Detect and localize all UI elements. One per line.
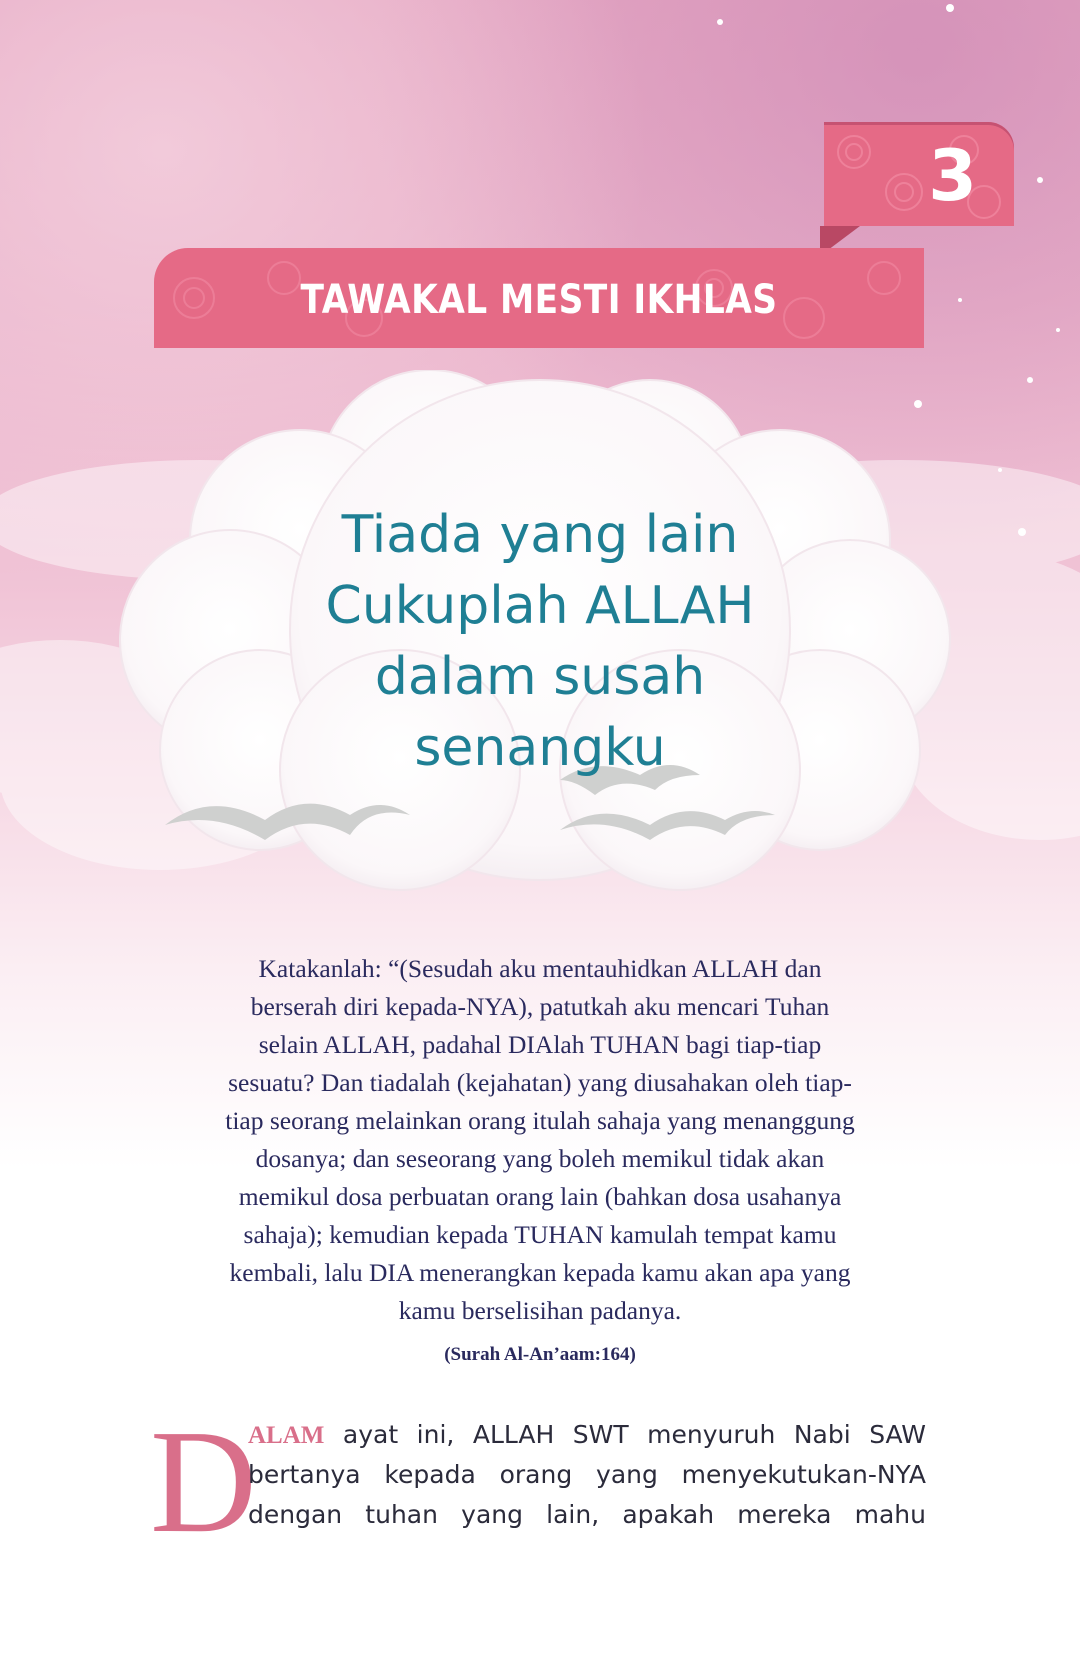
body-line: bertanya kepada orang yang menyekutukan-NYA: [248, 1460, 926, 1489]
featured-quote: [190, 500, 890, 784]
verse-line: selain ALLAH, padahal DIAlah TUHAN bagi tiap-tiap: [258, 1030, 822, 1059]
verse-line: tiap seorang melainkan orang itulah sahaja yang menanggung: [225, 1106, 855, 1135]
verse-translation: [150, 950, 930, 1330]
swirl-pattern: [824, 122, 1014, 226]
verse-citation: (Surah Al-An’aam:164): [444, 1344, 636, 1365]
quote-line: Cukuplah ALLAH: [325, 576, 755, 636]
verse-line: kembali, lalu DIA menerangkan kepada kamu akan apa yang: [229, 1258, 851, 1287]
verse-line: sesuatu? Dan tiadalah (kejahatan) yang diusahakan oleh tiap-: [228, 1068, 852, 1097]
body-paragraph: [248, 1415, 926, 1535]
quote-line: dalam susah: [374, 647, 706, 707]
verse-line: Katakanlah: “(Sesudah aku mentauhidkan ALLAH dan: [258, 954, 822, 983]
verse-line: dosanya; dan seseorang yang boleh memikul tidak akan: [255, 1144, 825, 1173]
verse-line: memikul dosa perbuatan orang lain (bahkan dosa usahanya: [238, 1182, 842, 1211]
body-line: [248, 1415, 926, 1455]
quote-line: senangku: [414, 718, 666, 778]
verse-line: kamu berselisihan padanya.: [398, 1296, 682, 1325]
chapter-number-ribbon: [824, 122, 1014, 226]
body-line-text: ayat ini, ALLAH SWT menyuruh Nabi SAW: [324, 1420, 926, 1449]
body-line: dengan tuhan yang lain, apakah mereka mahu: [248, 1500, 926, 1529]
verse-line: sahaja); kemudian kepada TUHAN kamulah tempat kamu: [243, 1220, 837, 1249]
drop-cap: D: [150, 1400, 257, 1564]
chapter-title: TAWAKAL MESTI IKHLAS: [300, 277, 778, 323]
lead-word: ALAM: [248, 1422, 325, 1449]
chapter-title-ribbon: [154, 248, 924, 348]
quote-line: Tiada yang lain: [341, 505, 739, 565]
verse-line: berserah diri kepada-NYA), patutkah aku mencari Tuhan: [250, 992, 830, 1021]
chapter-number: 3: [928, 135, 978, 217]
